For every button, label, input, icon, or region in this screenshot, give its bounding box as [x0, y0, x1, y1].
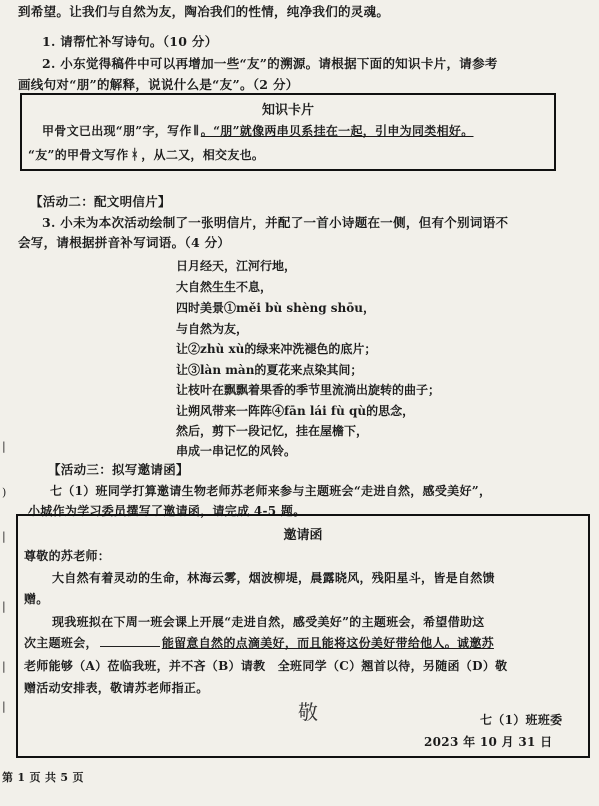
margin-mark: | — [2, 700, 6, 713]
p2-line2-underlined: 能留意自然的点滴美好，而且能将这份美好带给他人。诚邀苏 — [161, 636, 494, 650]
margin-mark: | — [2, 530, 6, 543]
activity-2-heading: 【活动二：配文明信片】 — [30, 194, 171, 209]
invitation-paragraph-1-line-2: 赠。 — [24, 592, 49, 606]
poem-line: 让③làn màn的夏花来点染其间； — [176, 363, 363, 377]
card-line1-text: 甲骨文已出现“朋”字，写作 — [42, 124, 192, 138]
poem-line: 大自然生生不息， — [176, 280, 273, 294]
p2-line2-pre: 次主题班会， — [24, 636, 98, 650]
card-line2-pre: “友”的甲骨文写作 — [28, 148, 129, 162]
knowledge-card — [20, 93, 556, 171]
activity-3-heading: 【活动三：拟写邀请函】 — [48, 462, 189, 477]
margin-mark: | — [2, 660, 6, 673]
question-1: 1. 请帮忙补写诗句。（10 分） — [42, 34, 218, 49]
card-line1-underlined: 。“朋”就像两串贝系挂在一起，引申为同类相好。 — [200, 124, 474, 138]
question-2-line-1: 2. 小东觉得稿件中可以再增加一些“友”的溯源。请根据下面的知识卡片，请参考 — [42, 56, 498, 71]
invitation-paragraph-2-line-2 — [24, 635, 494, 651]
invitation-paragraph-2-line-1: 现我班拟在下周一班会课上开展“走进自然，感受美好”的主题班会，希望借助这 — [52, 615, 485, 629]
questions-4-5-line-1: 七（1）班同学打算邀请生物老师苏老师来参与主题班会“走进自然，感受美好”， — [50, 484, 492, 498]
handwritten-mark: 敬 — [298, 700, 318, 724]
poem-line: 让朔风带来一阵阵④fān lái fù qù的思念， — [176, 404, 415, 418]
poem-line: 让②zhù xù的绿来冲洗褪色的底片； — [176, 342, 377, 356]
oracle-peng-glyph-icon: 𝍪 — [193, 123, 199, 139]
poem-line: 串成一串记忆的风铃。 — [176, 444, 297, 458]
invitation-letter — [16, 514, 590, 758]
poem-line: 与自然为友， — [176, 322, 249, 336]
answer-blank — [100, 646, 160, 647]
poem-line: 四时美景①měi bù shèng shōu， — [176, 301, 375, 315]
question-3-line-2: 会写，请根据拼音补写词语。（4 分） — [18, 235, 231, 250]
question-2-line-2: 画线句对“朋”的解释，说说什么是“友”。（2 分） — [18, 77, 299, 92]
knowledge-card-line-1 — [42, 123, 474, 139]
questions-4-5-line-2: 小城作为学习委员撰写了邀请函，请完成 4-5 题。 — [28, 504, 306, 518]
page-footer: 第 1 页 共 5 页 — [2, 771, 84, 784]
margin-mark: | — [2, 440, 6, 453]
invitation-date: 2023 年 10 月 31 日 — [424, 735, 553, 749]
invitation-paragraph-2-line-3: 老师能够（A）莅临我班，并不吝（B）请教 全班同学（C）翘首以待，另随函（D）敬 — [24, 659, 508, 673]
invitation-paragraph-2-line-4: 赠活动安排表，敬请苏老师指正。 — [24, 681, 209, 695]
invitation-signature: 七（1）班班委 — [480, 713, 563, 727]
knowledge-card-line-2 — [28, 147, 264, 163]
poem-line: 让枝叶在飘飘着果香的季节里流淌出旋转的曲子； — [176, 383, 441, 397]
invitation-title: 邀请函 — [283, 528, 323, 543]
card-line2-post: ，从二又，相交友也。 — [141, 148, 265, 162]
invitation-paragraph-1-line-1: 大自然有着灵动的生命，林海云雾，烟波柳堤，晨露晓风，残阳星斗，皆是自然馈 — [52, 571, 495, 585]
invitation-greeting: 尊敬的苏老师： — [24, 549, 111, 563]
intro-tail: 到希望。让我们与自然为友，陶冶我们的性情，纯净我们的灵魂。 — [18, 4, 390, 19]
question-3-line-1: 3. 小未为本次活动绘制了一张明信片，并配了一首小诗题在一侧，但有个别词语不 — [42, 215, 509, 230]
knowledge-card-title: 知识卡片 — [261, 103, 314, 118]
margin-mark: ) — [2, 486, 7, 499]
oracle-you-glyph-icon: ᚼ — [130, 147, 140, 163]
margin-mark: | — [2, 600, 6, 613]
poem-line: 然后，剪下一段记忆，挂在屋檐下， — [176, 424, 369, 438]
poem-line: 日月经天，江河行地， — [176, 259, 297, 273]
